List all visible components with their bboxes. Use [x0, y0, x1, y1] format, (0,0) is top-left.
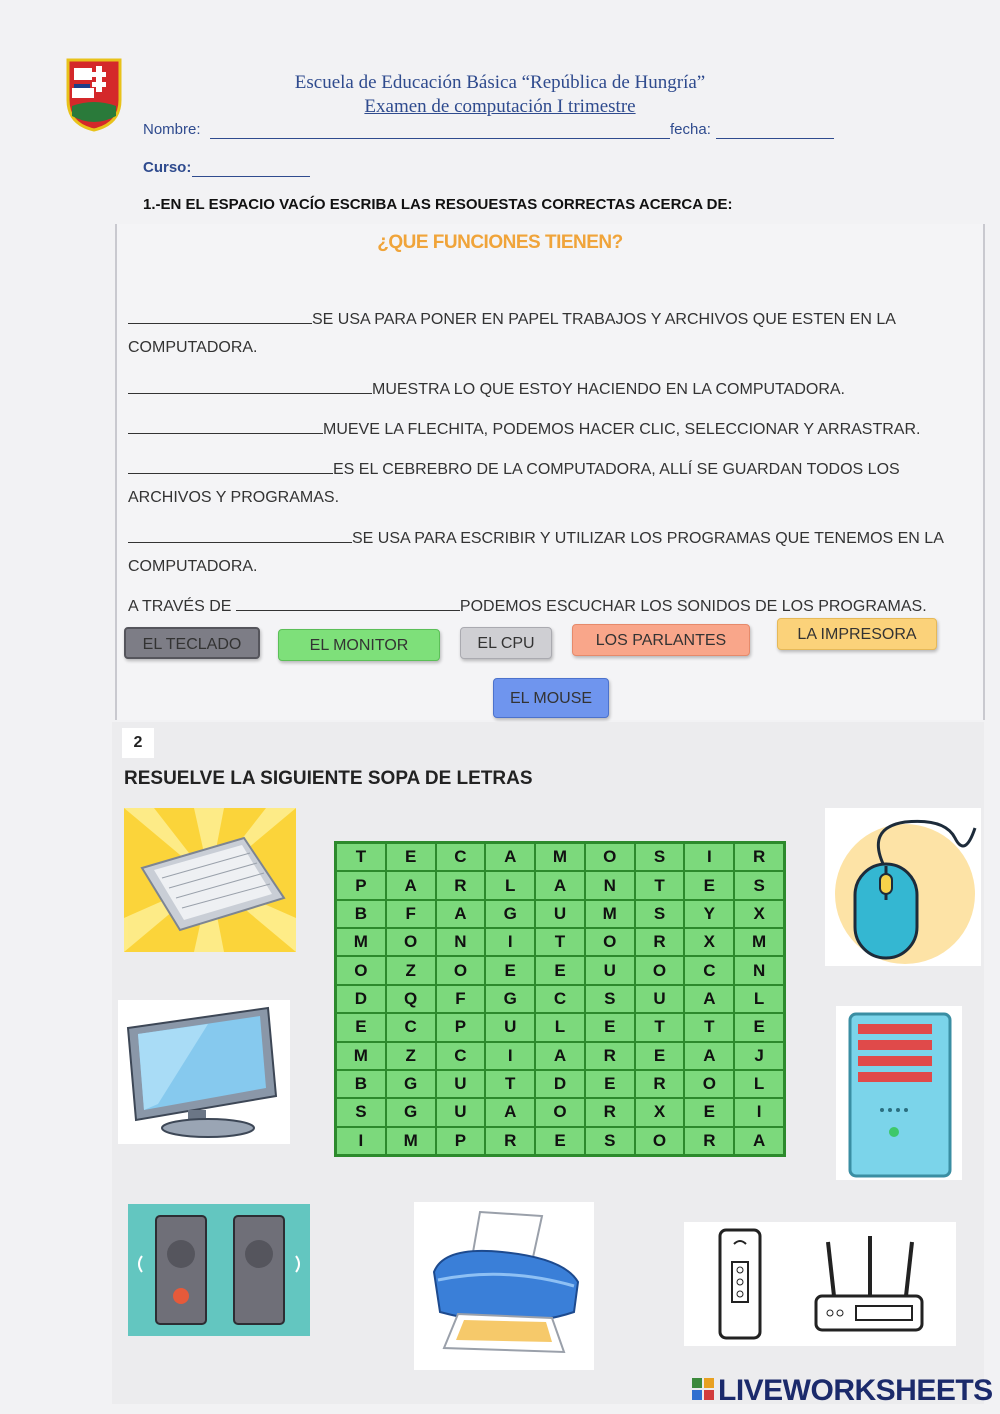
grid-cell[interactable]: P: [436, 1127, 486, 1155]
grid-cell[interactable]: U: [635, 985, 685, 1013]
grid-cell[interactable]: M: [336, 928, 386, 956]
answer-chip-impresora[interactable]: LA IMPRESORA: [777, 618, 937, 650]
question-5-text-2: COMPUTADORA.: [128, 558, 258, 575]
grid-cell[interactable]: R: [585, 1042, 635, 1070]
date-label: fecha:: [670, 121, 711, 138]
grid-cell[interactable]: T: [336, 843, 386, 871]
grid-cell[interactable]: A: [684, 1042, 734, 1070]
liveworksheets-badge-icon: [692, 1378, 714, 1400]
grid-cell[interactable]: C: [436, 1042, 486, 1070]
grid-cell[interactable]: I: [485, 928, 535, 956]
liveworksheets-logo[interactable]: LIVEWORKSHEETS: [718, 1374, 993, 1407]
grid-cell[interactable]: N: [436, 928, 486, 956]
school-crest-icon: [66, 58, 122, 132]
grid-cell[interactable]: I: [684, 843, 734, 871]
grid-cell[interactable]: B: [336, 900, 386, 928]
grid-cell[interactable]: O: [336, 956, 386, 984]
modem-router-image: [684, 1222, 956, 1346]
grid-cell[interactable]: P: [436, 1013, 486, 1041]
grid-cell[interactable]: A: [485, 1098, 535, 1126]
grid-cell[interactable]: M: [336, 1042, 386, 1070]
grid-cell[interactable]: Z: [386, 956, 436, 984]
course-field[interactable]: [192, 162, 310, 177]
mouse-image: [825, 808, 981, 966]
grid-cell[interactable]: G: [386, 1070, 436, 1098]
grid-cell[interactable]: M: [734, 928, 784, 956]
question-1-text: SE USA PARA PONER EN PAPEL TRABAJOS Y ARCHIVOS QUE ESTEN EN LA: [312, 311, 896, 328]
school-name: Escuela de Educación Básica “República de Hungría”: [294, 72, 706, 93]
grid-cell[interactable]: O: [436, 956, 486, 984]
grid-cell[interactable]: A: [386, 871, 436, 899]
grid-cell[interactable]: R: [684, 1127, 734, 1155]
keyboard-image: [124, 808, 296, 952]
grid-cell[interactable]: M: [535, 843, 585, 871]
grid-cell[interactable]: O: [635, 956, 685, 984]
question-1: [128, 306, 958, 362]
speakers-image: [128, 1204, 310, 1336]
question-4: [128, 456, 958, 512]
name-field[interactable]: [210, 124, 670, 139]
grid-cell[interactable]: T: [635, 871, 685, 899]
grid-cell[interactable]: E: [585, 1013, 635, 1041]
question-5: [128, 525, 958, 581]
grid-cell[interactable]: S: [635, 843, 685, 871]
section-2-number: 2: [122, 728, 154, 758]
question-4-text: ES EL CEBREBRO DE LA COMPUTADORA, ALLÍ SE GUARDAN TODOS LOS: [333, 461, 900, 478]
grid-cell[interactable]: A: [734, 1127, 784, 1155]
grid-cell[interactable]: F: [386, 900, 436, 928]
course-label: Curso:: [143, 159, 192, 176]
answer-chip-cpu[interactable]: EL CPU: [460, 627, 552, 659]
grid-cell[interactable]: R: [635, 1070, 685, 1098]
grid-cell[interactable]: U: [436, 1098, 486, 1126]
grid-cell[interactable]: E: [585, 1070, 635, 1098]
question-1-text-2: COMPUTADORA.: [128, 339, 258, 356]
grid-cell[interactable]: O: [585, 843, 635, 871]
grid-cell[interactable]: C: [684, 956, 734, 984]
question-4-text-2: ARCHIVOS Y PROGRAMAS.: [128, 489, 340, 506]
grid-cell[interactable]: T: [535, 928, 585, 956]
answer-chip-parlantes[interactable]: LOS PARLANTES: [572, 624, 750, 656]
answer-blank-6[interactable]: [236, 594, 460, 611]
grid-cell[interactable]: E: [386, 843, 436, 871]
question-2-text: MUESTRA LO QUE ESTOY HACIENDO EN LA COMPUTADORA.: [372, 381, 845, 398]
grid-cell[interactable]: S: [635, 900, 685, 928]
grid-cell[interactable]: D: [336, 985, 386, 1013]
answer-blank-5[interactable]: [128, 526, 352, 543]
grid-cell[interactable]: I: [485, 1042, 535, 1070]
grid-cell[interactable]: R: [734, 843, 784, 871]
answer-chip-monitor[interactable]: EL MONITOR: [278, 629, 440, 661]
grid-cell[interactable]: E: [535, 956, 585, 984]
question-5-text: SE USA PARA ESCRIBIR Y UTILIZAR LOS PROGRAMAS QUE TENEMOS EN LA: [352, 530, 944, 547]
answer-chip-mouse[interactable]: EL MOUSE: [493, 678, 609, 718]
date-field[interactable]: [716, 124, 834, 139]
grid-cell[interactable]: O: [585, 928, 635, 956]
answer-blank-1[interactable]: [128, 307, 312, 324]
grid-cell[interactable]: Q: [386, 985, 436, 1013]
instruction-text: 1.-EN EL ESPACIO VACÍO ESCRIBA LAS RESOUESTAS CORRECTAS ACERCA DE:: [143, 196, 733, 213]
grid-cell[interactable]: T: [485, 1070, 535, 1098]
grid-cell[interactable]: S: [585, 985, 635, 1013]
question-3-text: MUEVE LA FLECHITA, PODEMOS HACER CLIC, SELECCIONAR Y ARRASTRAR.: [323, 421, 921, 438]
grid-cell[interactable]: G: [386, 1098, 436, 1126]
grid-cell[interactable]: Z: [386, 1042, 436, 1070]
grid-cell[interactable]: E: [635, 1042, 685, 1070]
question-6: [128, 593, 958, 621]
grid-cell[interactable]: R: [485, 1127, 535, 1155]
grid-cell[interactable]: D: [535, 1070, 585, 1098]
grid-cell[interactable]: A: [535, 1042, 585, 1070]
grid-cell[interactable]: R: [635, 928, 685, 956]
name-label: Nombre:: [143, 121, 201, 138]
question-6-text: PODEMOS ESCUCHAR LOS SONIDOS DE LOS PROGRAMAS.: [459, 598, 927, 615]
grid-cell[interactable]: E: [734, 1013, 784, 1041]
grid-cell[interactable]: E: [336, 1013, 386, 1041]
question-2: [128, 376, 958, 404]
grid-cell[interactable]: J: [734, 1042, 784, 1070]
grid-cell[interactable]: M: [386, 1127, 436, 1155]
grid-cell[interactable]: B: [336, 1070, 386, 1098]
grid-cell[interactable]: C: [436, 843, 486, 871]
grid-cell[interactable]: X: [684, 928, 734, 956]
monitor-image: [118, 1000, 290, 1144]
grid-cell[interactable]: I: [734, 1098, 784, 1126]
grid-cell[interactable]: X: [734, 900, 784, 928]
grid-cell[interactable]: A: [684, 985, 734, 1013]
grid-cell[interactable]: F: [436, 985, 486, 1013]
grid-cell[interactable]: I: [336, 1127, 386, 1155]
answer-blank-2[interactable]: [128, 377, 372, 394]
grid-cell[interactable]: A: [485, 843, 535, 871]
word-search-grid[interactable]: [334, 841, 786, 1157]
grid-cell[interactable]: U: [535, 900, 585, 928]
grid-cell[interactable]: G: [485, 985, 535, 1013]
grid-cell[interactable]: L: [734, 1070, 784, 1098]
grid-cell[interactable]: A: [535, 871, 585, 899]
grid-cell[interactable]: T: [684, 1013, 734, 1041]
printer-image: [414, 1202, 594, 1370]
question-3: [128, 416, 958, 444]
grid-cell[interactable]: N: [734, 956, 784, 984]
cpu-image: [836, 1006, 962, 1180]
grid-cell[interactable]: L: [734, 985, 784, 1013]
answer-blank-3[interactable]: [128, 417, 323, 434]
exam-title: Examen de computación I trimestre: [364, 96, 636, 117]
grid-cell[interactable]: E: [684, 871, 734, 899]
grid-cell[interactable]: U: [436, 1070, 486, 1098]
grid-cell[interactable]: G: [485, 900, 535, 928]
grid-cell[interactable]: S: [734, 871, 784, 899]
grid-cell[interactable]: U: [585, 956, 635, 984]
grid-cell[interactable]: R: [585, 1098, 635, 1126]
grid-cell[interactable]: Y: [684, 900, 734, 928]
grid-cell[interactable]: O: [386, 928, 436, 956]
grid-cell[interactable]: E: [684, 1098, 734, 1126]
grid-cell[interactable]: O: [535, 1098, 585, 1126]
grid-cell[interactable]: X: [635, 1098, 685, 1126]
grid-cell[interactable]: A: [436, 900, 486, 928]
grid-cell[interactable]: O: [684, 1070, 734, 1098]
grid-cell[interactable]: E: [485, 956, 535, 984]
grid-cell[interactable]: T: [635, 1013, 685, 1041]
grid-cell[interactable]: P: [336, 871, 386, 899]
grid-cell[interactable]: L: [535, 1013, 585, 1041]
question-6-prefix: A TRAVÉS DE: [128, 598, 232, 615]
grid-cell[interactable]: R: [436, 871, 486, 899]
answer-blank-4[interactable]: [128, 457, 333, 474]
grid-cell[interactable]: S: [585, 1127, 635, 1155]
grid-cell[interactable]: O: [635, 1127, 685, 1155]
grid-cell[interactable]: N: [585, 871, 635, 899]
grid-cell[interactable]: E: [535, 1127, 585, 1155]
grid-cell[interactable]: U: [485, 1013, 535, 1041]
grid-cell[interactable]: M: [585, 900, 635, 928]
grid-cell[interactable]: C: [386, 1013, 436, 1041]
section-2-title: RESUELVE LA SIGUIENTE SOPA DE LETRAS: [124, 768, 533, 789]
grid-cell[interactable]: S: [336, 1098, 386, 1126]
grid-cell[interactable]: C: [535, 985, 585, 1013]
section-1-title: ¿QUE FUNCIONES TIENEN?: [377, 232, 623, 253]
grid-cell[interactable]: L: [485, 871, 535, 899]
answer-chip-teclado[interactable]: EL TECLADO: [124, 627, 260, 659]
